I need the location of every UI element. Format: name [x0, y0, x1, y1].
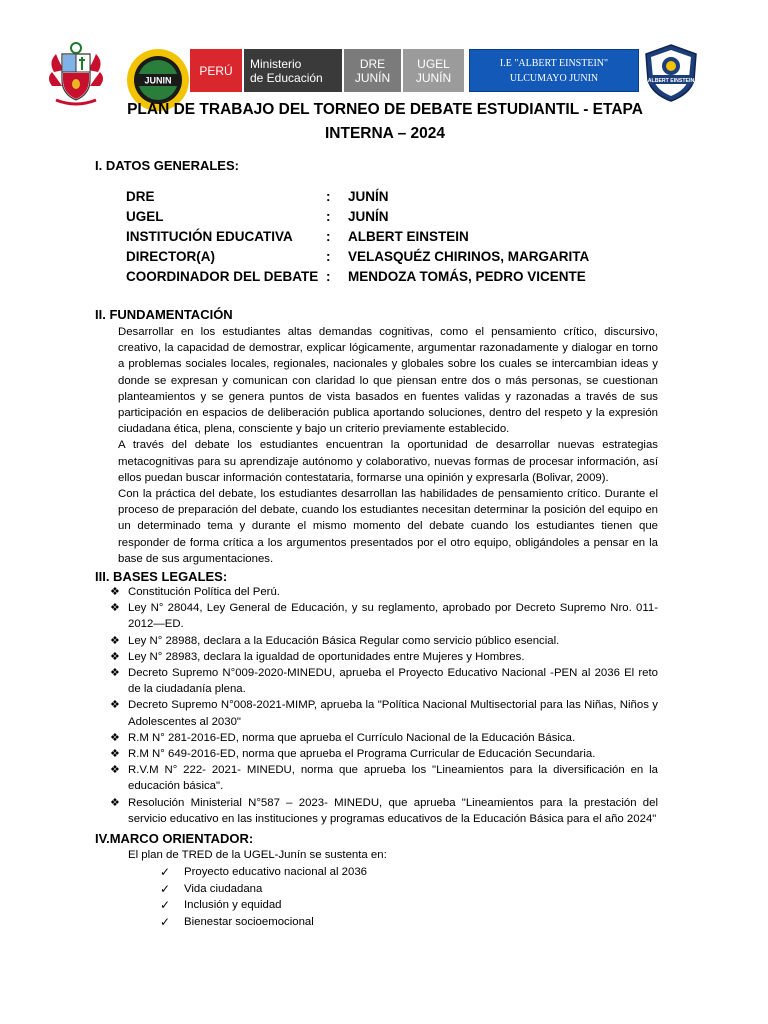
- marco-intro: El plan de TRED de la UGEL-Junín se sustenta en:: [128, 849, 387, 861]
- document-title: [60, 98, 710, 146]
- fundamentacion-paragraph: Con la práctica del debate, los estudiantes desarrollan las habilidades de pensamiento crítico. Durante el proceso de preparación del debate, cuando los estudiantes necesitan determinar la posición del equipo en un determinado tema y durante el mismo momento del debate cuando los estudiantes tienen que responder de forma crítica a los argumentos presentados por el otro equipo, obligándoles a pensar en la base de sus argumentaciones.: [118, 488, 658, 565]
- marco-item-text: Inclusión y equidad: [184, 899, 282, 911]
- data-row-key: INSTITUCIÓN EDUCATIVA: [126, 228, 293, 244]
- legal-base-text: R.V.M N° 222- 2021- MINEDU, norma que aprueba los "Lineamientos para la diversificación en la educación básica".: [128, 764, 658, 793]
- section-heading-bases: III. BASES LEGALES:: [95, 569, 228, 584]
- school-name-line1: I.E "ALBERT EINSTEIN": [499, 57, 609, 69]
- albert-einstein-school-crest-icon: [640, 42, 702, 104]
- legal-base-text: Decreto Supremo N°008-2021-MIMP, aprueba la "Política Nacional Multisectorial para las Niñas, Niños y Adolescentes al 2030": [128, 699, 658, 728]
- marco-item: [160, 864, 367, 881]
- marco-item: [160, 897, 367, 914]
- dre-line1: DRE: [359, 56, 386, 71]
- marco-item: [160, 914, 367, 931]
- section-heading-marco: IV.MARCO ORIENTADOR:: [95, 831, 254, 846]
- legal-base-item: [110, 665, 658, 697]
- legal-base-text: Decreto Supremo N°009-2020-MINEDU, aprueba el Proyecto Educativo Nacional -PEN al 2036 El reto de la ciudadanía plena.: [128, 667, 658, 696]
- title-line2: INTERNA – 2024: [324, 125, 446, 142]
- diamond-bullet-icon: ❖: [110, 764, 120, 777]
- school-name-block: [469, 49, 639, 92]
- diamond-bullet-icon: ❖: [110, 650, 120, 663]
- data-row-separator: :: [326, 188, 331, 204]
- fundamentacion-body: [118, 324, 658, 567]
- checkmark-icon: ✓: [160, 865, 171, 879]
- data-row-value: JUNÍN: [348, 208, 389, 224]
- dre-block: [344, 49, 401, 92]
- svg-text:JUNIN: JUNIN: [144, 75, 172, 86]
- legal-base-item: [110, 795, 658, 827]
- diamond-bullet-icon: ❖: [110, 731, 120, 744]
- data-row-separator: :: [326, 208, 331, 224]
- data-row-key: DIRECTOR(A): [126, 248, 215, 264]
- diamond-bullet-icon: ❖: [110, 748, 120, 761]
- legal-base-item: [110, 746, 658, 762]
- data-row-value: MENDOZA TOMÁS, PEDRO VICENTE: [348, 268, 586, 284]
- fundamentacion-paragraph: Desarrollar en los estudiantes altas demandas cognitivas, como el pensamiento crítico, discursivo, creativo, la capacidad de demostrar, explicar lógicamente, argumentar razonadamente y dialogar en torno a problemas sociales locales, regionales, nacionales y globales sobre los cuales se intercambian ideas y donde se expresan y comunican con claridad lo que piensan entre dos o más personas, se cuestionan planteamientos y se genera puntos de vista basados en fuentes validas y razonadas a través de sus participación en espacios de deliberación publica aportando soluciones, dentro del respeto y la expresión ciudadana ética, plena, consciente y bajo un criterio previamente establecido.: [118, 326, 658, 436]
- marco-item-text: Proyecto educativo nacional al 2036: [184, 866, 368, 878]
- diamond-bullet-icon: ❖: [110, 796, 120, 809]
- school-name-line2: ULCUMAYO JUNIN: [509, 72, 599, 84]
- legal-base-text: Constitución Política del Perú.: [128, 586, 280, 598]
- data-row-key: DRE: [126, 188, 155, 204]
- legal-base-item: [110, 730, 658, 746]
- data-row-value: ALBERT EINSTEIN: [348, 228, 469, 244]
- ministerio-block: [244, 49, 342, 92]
- ugel-line2: JUNÍN: [415, 70, 452, 85]
- marco-item-text: Bienestar socioemocional: [184, 915, 314, 928]
- data-row: [126, 246, 589, 266]
- general-data-table: [126, 186, 589, 286]
- legal-base-text: Ley N° 28044, Ley General de Educación, y su reglamento, aprobado por Decreto Supremo Nro. 011-2012—ED.: [128, 602, 658, 631]
- diamond-bullet-icon: ❖: [110, 634, 120, 647]
- diamond-bullet-icon: ❖: [110, 699, 120, 712]
- data-row-key: COORDINADOR DEL DEBATE: [126, 268, 319, 284]
- legal-base-item: [110, 633, 658, 649]
- title-line1: PLAN DE TRABAJO DEL TORNEO DE DEBATE ESTUDIANTIL - ETAPA: [127, 101, 643, 118]
- marco-item-text: Vida ciudadana: [184, 882, 263, 895]
- ugel-block: [403, 49, 464, 92]
- legal-base-item: [110, 584, 658, 600]
- data-row: [126, 226, 589, 246]
- ministerio-line1: Ministerio: [250, 56, 302, 71]
- data-row-value: VELASQUÉZ CHIRINOS, MARGARITA: [348, 248, 590, 264]
- section-heading-fundamentacion: II. FUNDAMENTACIÓN: [95, 307, 233, 322]
- peru-block: [190, 49, 242, 92]
- checkmark-icon: ✓: [160, 914, 171, 929]
- section-heading-datos: I. DATOS GENERALES:: [95, 158, 239, 173]
- institution-banner: [190, 49, 639, 92]
- svg-text:ALBERT EINSTEIN: ALBERT EINSTEIN: [647, 78, 695, 84]
- diamond-bullet-icon: ❖: [110, 667, 120, 680]
- data-row-separator: :: [326, 228, 331, 244]
- data-row-separator: :: [326, 248, 331, 264]
- data-row-separator: :: [326, 268, 331, 284]
- data-row: [126, 266, 589, 286]
- legal-base-text: R.M N° 649-2016-ED, norma que aprueba el Programa Curricular de Educación Secundaria.: [128, 748, 596, 761]
- legal-base-item: [110, 697, 658, 729]
- diamond-bullet-icon: ❖: [110, 586, 120, 598]
- dre-line2: JUNÍN: [354, 70, 391, 85]
- diamond-bullet-icon: ❖: [110, 602, 120, 615]
- legal-base-text: Ley N° 28983, declara la igualdad de oportunidades entre Mujeres y Hombres.: [128, 650, 525, 663]
- checkmark-icon: ✓: [160, 881, 171, 896]
- marco-item: [160, 881, 367, 898]
- ministerio-line2: de Educación: [250, 70, 323, 85]
- ugel-line1: UGEL: [417, 56, 450, 71]
- legal-base-item: [110, 600, 658, 632]
- data-row: [126, 206, 589, 226]
- legal-base-item: [110, 649, 658, 665]
- legal-base-item: [110, 762, 658, 794]
- legal-base-text: Ley N° 28988, declara a la Educación Básica Regular como servicio público esencial.: [128, 634, 560, 647]
- data-row-value: JUNÍN: [348, 188, 389, 204]
- peru-label: PERÚ: [199, 63, 233, 78]
- marco-items-list: [160, 864, 367, 930]
- data-row: [126, 186, 589, 206]
- legal-bases-list: [110, 584, 658, 827]
- fundamentacion-paragraph: A través del debate los estudiantes encuentran la oportunidad de desarrollar nuevas estrategias metacognitivas para su aprendizaje autónomo y colaborativo, nuevas formas de procesar información, así ellos puedan buscar información contestataria, formarse una opinión y expresarla (Bolivar, 2009).: [118, 439, 658, 484]
- legal-base-text: R.M N° 281-2016-ED, norma que aprueba el Currículo Nacional de la Educación Básica.: [128, 731, 576, 744]
- data-row-key: UGEL: [126, 208, 164, 224]
- legal-base-text: Resolución Ministerial N°587 – 2023- MINEDU, que aprueba "Lineamientos para la prestación del servicio educativo en las instituciones y programas educativos de la Educación Básica para el año 2024": [128, 796, 658, 825]
- checkmark-icon: ✓: [160, 898, 171, 912]
